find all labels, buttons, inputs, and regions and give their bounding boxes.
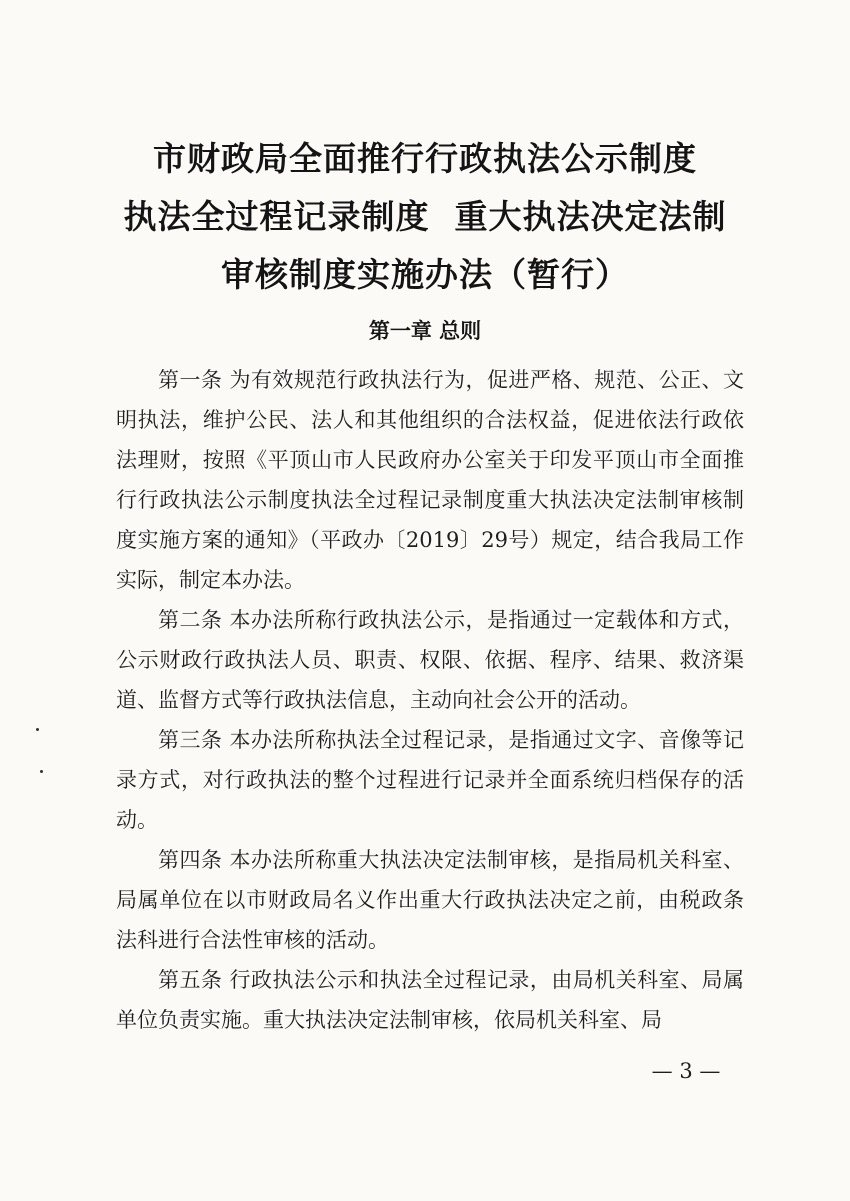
scan-mark [36, 728, 39, 731]
document-title [0, 130, 850, 304]
article-3: 第三条 本办法所称执法全过程记录，是指通过文字、音像等记录方式，对行政执法的整个过程进行记录并全面系统归档保存的活动。 [116, 728, 744, 832]
title-line-3: 审核制度实施办法（暂行） [221, 255, 629, 294]
article-1: 第一条 为有效规范行政执法行为，促进严格、规范、公正、文明执法，维护公民、法人和其他组织的合法权益，促进依法行政依法理财，按照《平顶山市人民政府办公室关于印发平顶山市全面推行行政执法公示制度执法全过程记录制度重大执法决定法制审核制度实施方案的通知》（平政办〔2019〕29号）规定，结合我局工作实际，制定本办法。 [116, 368, 744, 592]
document-body [116, 360, 744, 1040]
article-2: 第二条 本办法所称行政执法公示，是指通过一定载体和方式，公示财政行政执法人员、职责、权限、依据、程序、结果、救济渠道、监督方式等行政执法信息，主动向社会公开的活动。 [116, 608, 744, 712]
page-number: — 3 — [651, 1059, 721, 1083]
article-4: 第四条 本办法所称重大执法决定法制审核，是指局机关科室、局属单位在以市财政局名义作出重大行政执法决定之前，由税政条法科进行合法性审核的活动。 [116, 848, 744, 952]
scan-mark [40, 770, 43, 773]
title-line-2: 执法全过程记录制度 重大执法决定法制 [123, 197, 727, 236]
title-line-1: 市财政局全面推行行政执法公示制度 [153, 139, 697, 178]
chapter-heading: 第一章 总则 [368, 319, 482, 343]
article-5: 第五条 行政执法公示和执法全过程记录，由局机关科室、局属单位负责实施。重大执法决定法制审核，依局机关科室、局 [116, 968, 744, 1032]
